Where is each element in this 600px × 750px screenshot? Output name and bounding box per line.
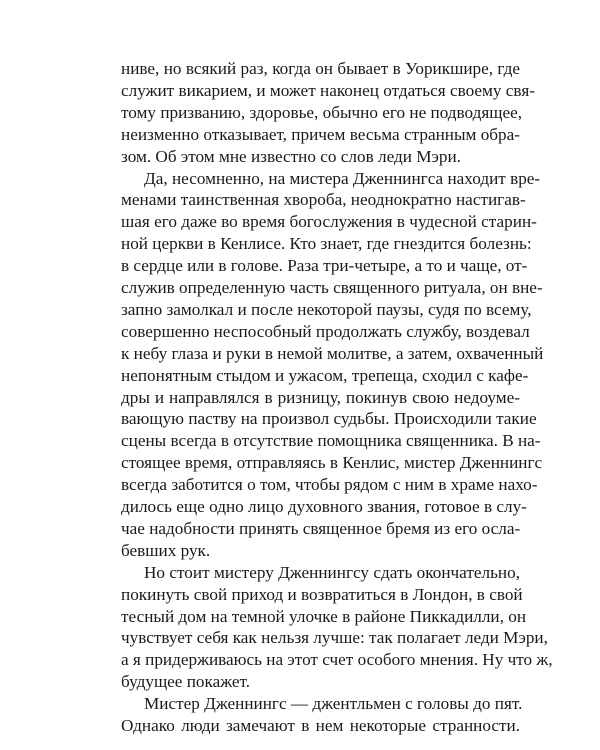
text-line: совершенно неспособный продолжать службу, воздевал [121, 321, 530, 341]
text-line: вающую паству на произвол судьбы. Происходили такие [121, 409, 537, 429]
text-line: чувствует себя как нельзя лучше: так полагает леди Мэри, [121, 628, 548, 648]
text-line: бевших рук. [121, 540, 211, 560]
text-line: к небу глаза и руки в немой молитве, а затем, охваченный [121, 343, 544, 363]
text-line: Но стоит мистеру Дженнингсу сдать окончательно, [144, 562, 520, 582]
text-line: покинуть свой приход и возвратиться в Лондон, в свой [121, 584, 523, 604]
text-line: тому призванию, здоровье, обычно его не подводящее, [121, 102, 523, 122]
text-line: дилось еще одно лицо духовного звания, готовое в слу- [121, 497, 527, 516]
text-line: сцены всегда в отсутствие помощника священника. В на- [121, 431, 541, 451]
text-line: непонятным стыдом и ужасом, трепеща, сходил с кафе- [121, 365, 529, 385]
text-line: неизменно отказывает, причем весьма странным обра- [121, 124, 520, 144]
text-line: тесный дом на темной улочке в районе Пиккадилли, он [121, 606, 527, 626]
text-line: будущее покажет. [121, 672, 251, 692]
text-line: запно замолкал и после некоторой паузы, судя по всему, [121, 299, 532, 319]
text-line: Мистер Дженнингс — джентльмен с головы до пят. [144, 694, 523, 714]
text-line: менами таинственная хвороба, неоднократно настигав- [121, 190, 526, 210]
text-line: чае надобности принять священное бремя из его осла- [121, 518, 521, 538]
text-line: Да, несомненно, на мистера Дженнингса находит вре- [144, 168, 541, 188]
text-line: всегда заботится о том, чтобы рядом с ним в храме нахо- [121, 475, 538, 495]
text-line: служит викарием, и может наконец отдаться своему свя- [121, 80, 535, 100]
text-line: зом. Об этом мне известно со слов леди Мэри. [121, 146, 461, 166]
text-line: стоящее время, отправляясь в Кенлис, мистер Дженнингс [121, 453, 543, 473]
text-line: в сердце или в голове. Раза три-четыре, а то и чаще, от- [121, 256, 528, 276]
text-line: дры и направлялся в ризницу, покинув свою недоуме- [121, 387, 520, 407]
text-line: а я придерживаюсь на этот счет особого мнения. Ну что ж, [121, 650, 553, 670]
text-line: служив определенную часть священного ритуала, он вне- [121, 278, 543, 297]
text-line: шая его даже во время богослужения в чудесной старин- [121, 212, 537, 232]
text-line: Однако люди замечают в нем некоторые странности. [121, 716, 520, 735]
text-line: ной церкви в Кенлисе. Кто знает, где гнездится болезнь: [121, 234, 532, 254]
text-line: ниве, но всякий раз, когда он бывает в Уорикшире, где [121, 59, 520, 78]
